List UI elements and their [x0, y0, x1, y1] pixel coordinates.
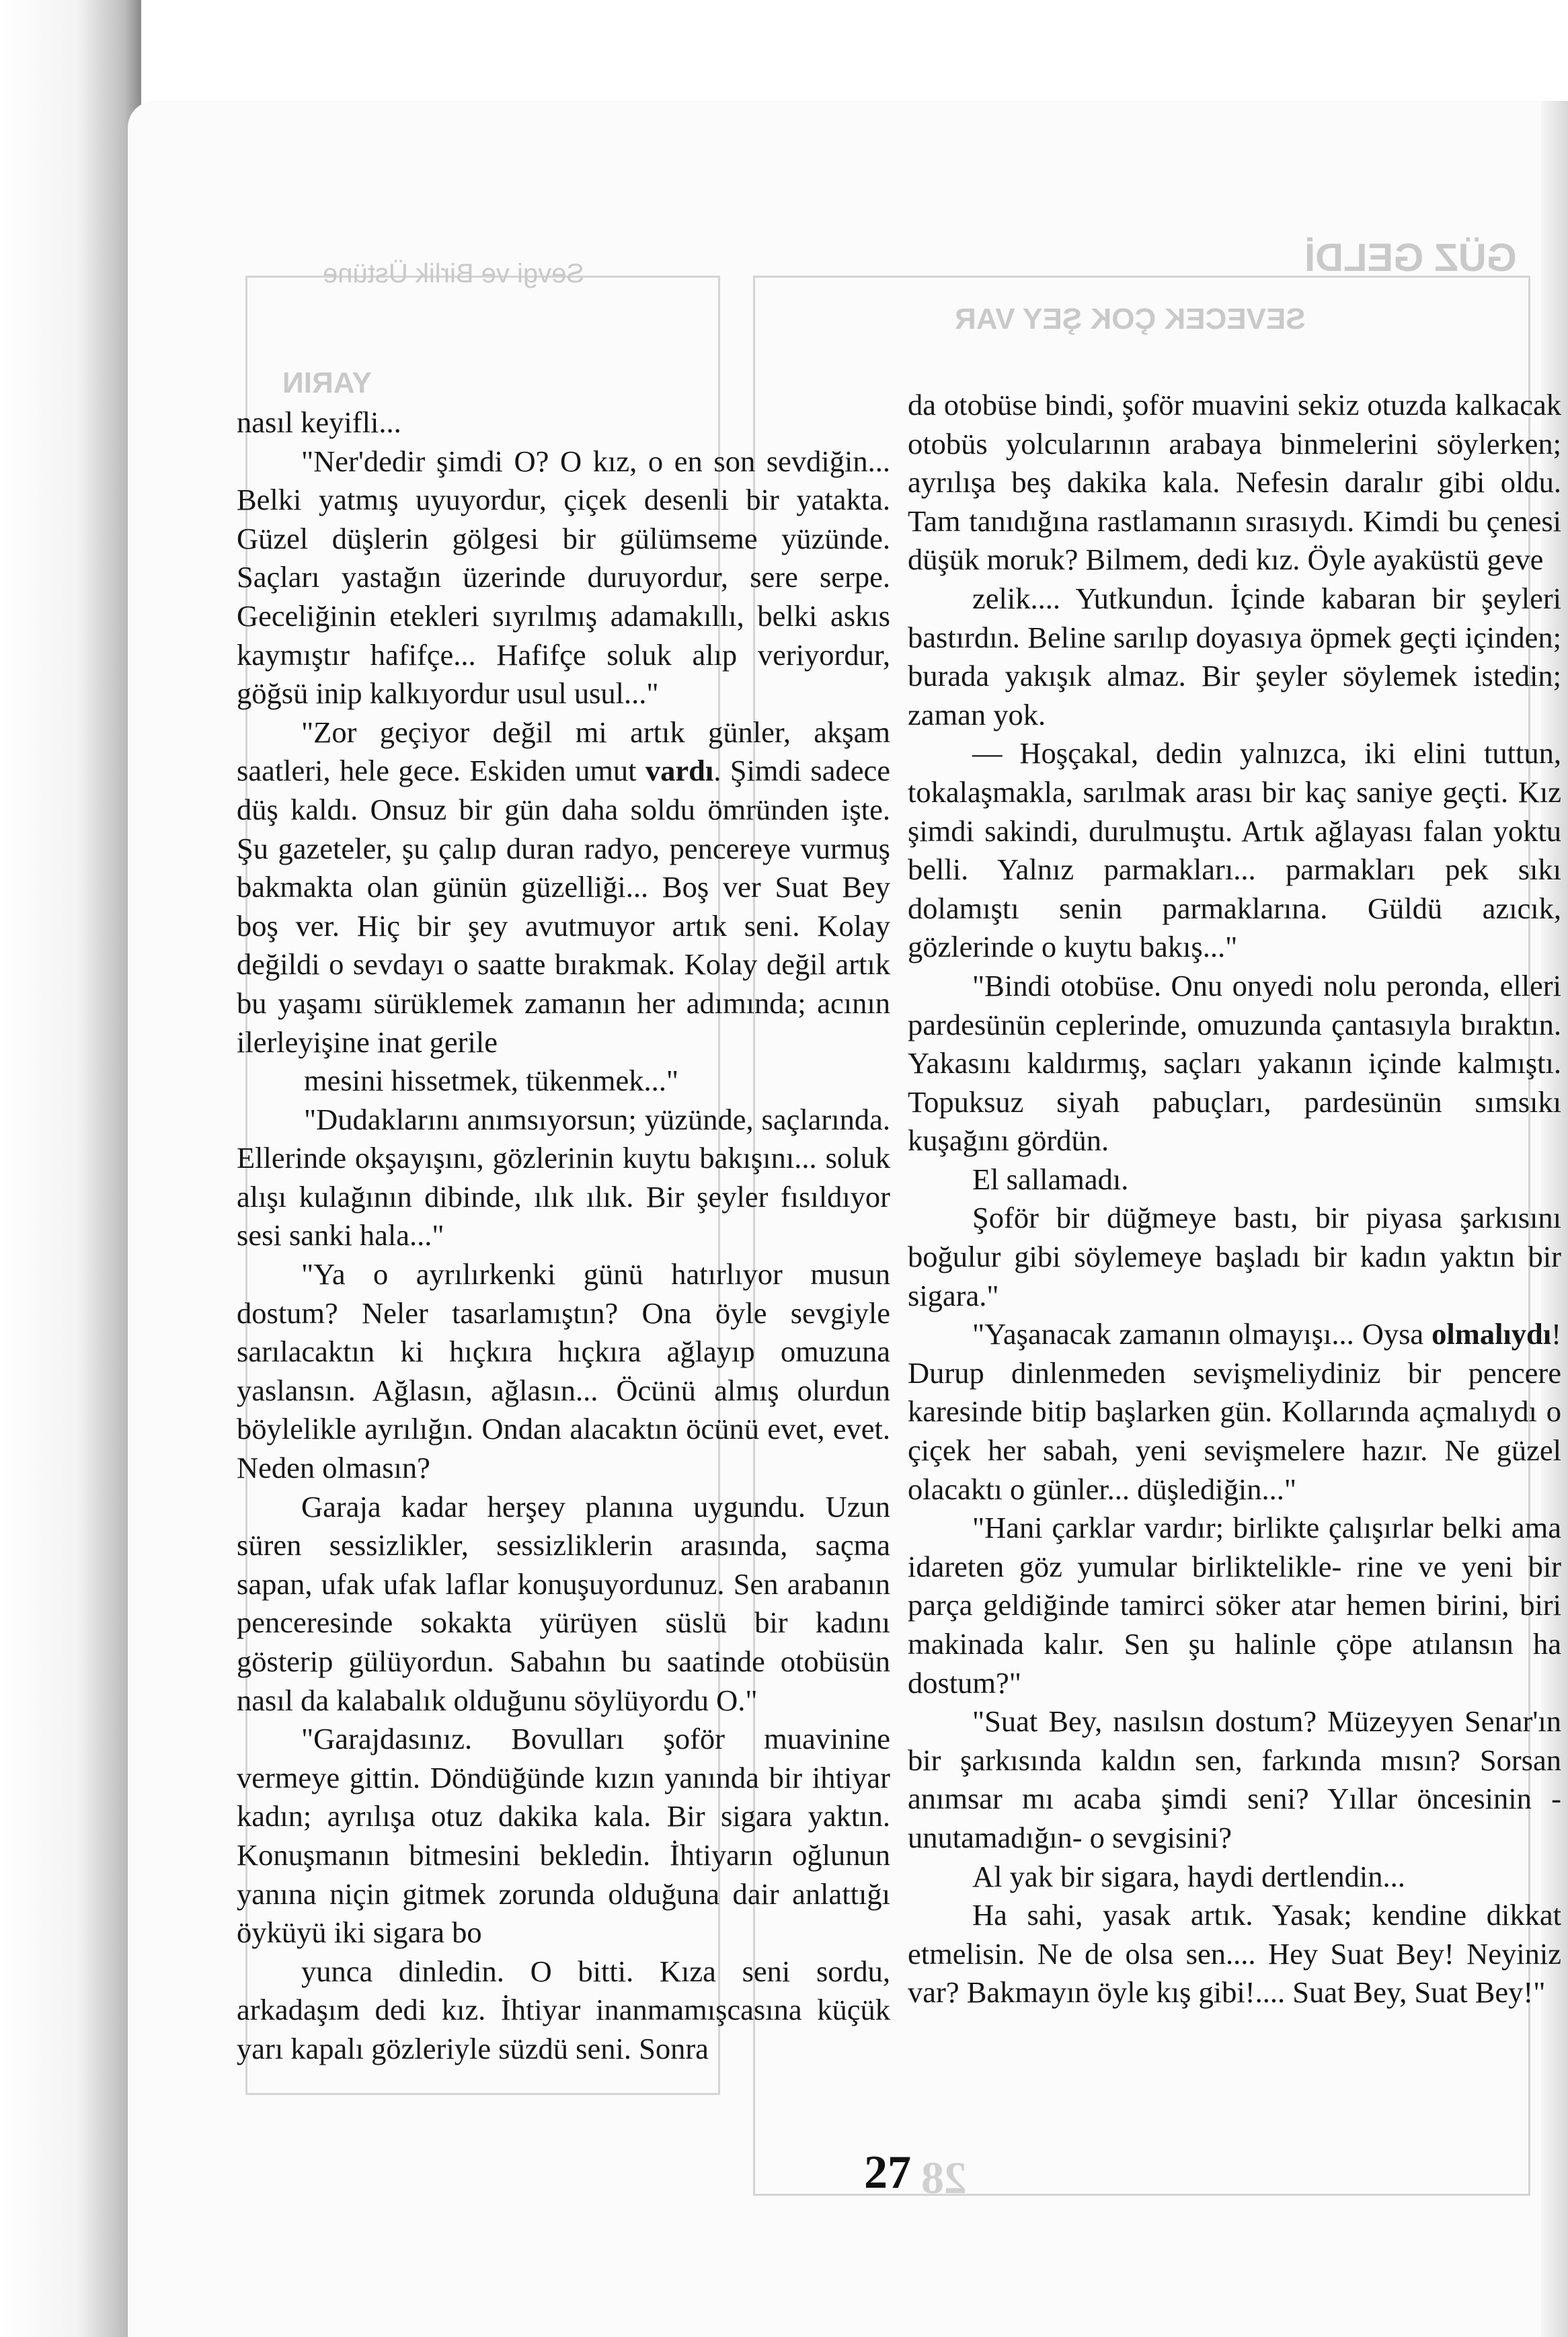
paragraph: Al yak bir sigara, haydi dertlendin...	[972, 1859, 1405, 1893]
paragraph	[237, 713, 890, 1062]
paragraph: yunca dinledin. O bitti. Kıza seni sordu, arkadaşım dedi kız. İhtiyar inanmamışcasına küçük yarı kapalı gözleriyle süzdü seni. Sonra	[237, 1954, 890, 2065]
scan-background-top	[0, 0, 1568, 108]
paragraph-text: "Yaşanacak zamanın olmayışı... Oysa	[972, 1317, 1432, 1351]
show-through-side-heading: YARIN	[282, 366, 372, 399]
show-through-heading-right: GÜZ GELDİ	[1304, 236, 1517, 280]
paragraph: "Bindi otobüse. Onu onyedi nolu peronda, elleri pardesünün ceplerinde, omuzunda çantasıyla bıraktın. Yakasını kaldırmış, saçları yakanın içinde kalmıştı. Topuksuz siyah pabuçları, pardesünün sımsıkı kuşağını gördün.	[908, 968, 1561, 1158]
paragraph: Garaja kadar herşey planına uygundu. Uzun süren sessizlikler, sessizliklerin arasında, saçma sapan, ufak ufak laflar konuşuyordunuz. Sen arabanın penceresinde sokakta yürüyen süslü bir kadını gösterip gülüyordun. Sabahın bu saatinde otobüsün nasıl da kalabalık olduğunu söylüyordu O."	[237, 1489, 890, 1717]
paragraph: mesini hissetmek, tükenmek..."	[304, 1064, 679, 1098]
paragraph: "Ya o ayrılırkenki günü hatırlıyor musun dostum? Neler tasarlamıştın? Ona öyle sevgiyle sarılacaktın ki hıçkıra hıçkıra ağlayıp omuzuna yaslansın. Ağlasın, ağlasın... Öcünü almış olurdun böylelikle ayrılığın. Ondan alacaktın öcünü evet, evet. Neden olmasın?	[237, 1257, 890, 1485]
paragraph: "Hani çarklar vardır; birlikte çalışırlar belki ama idareten göz yumular birliktelikle- rine ve yeni bir parça geldiğinde tamirci söker atar hemen birini, biri makinada kalır. Sen şu halinle çöpe atılansın ha dostum?"	[908, 1511, 1561, 1700]
scan-background-left	[0, 0, 141, 2337]
paragraph	[908, 1315, 1561, 1509]
paragraph: "Garajdasınız. Bovulları şoför muavinine vermeye gittin. Döndüğünde kızın yanında bir ihtiyar kadın; ayrılışa otuz dakika kala. Bir sigara yaktın. Konuşmanın bitmesini bekledin. İhtiyarın oğlunun yanına niçin gitmek zorunda olduğuna dair anlattığı öyküyü iki sigara bo	[237, 1722, 890, 1950]
show-through-page-number: 28	[921, 2152, 967, 2203]
show-through-subheading: SEVECEK ÇOK ŞEY VAR	[955, 303, 1306, 335]
paragraph-text: ! Durup dinlenmeden sevişmeliydiniz bir pencere karesinde bitip başlarken gün. Kollarında açmalıydı o çiçek her sabah, yeni sevişmelere hazır. Ne güzel olacaktı o günler... düşlediğin..."	[908, 1317, 1561, 1506]
paragraph: "Ner'dedir şimdi O? O kız, o en son sevdiğin... Belki yatmış uyuyordur, çiçek desenli bir yatakta. Güzel düşlerin gölgesi bir gülümseme yüzünde. Saçları yastağın üzerinde duruyordur, sere serpe. Geceliğinin etekleri sıyrılmış adamakıllı, belki askıs kaymıştır hafifçe... Hafifçe soluk alıp veriyordur, göğsü inip kalkıyordur usul usul..."	[237, 444, 890, 711]
show-through-heading-left: Sevgi ve Birlik Üstüne	[323, 259, 585, 288]
left-text-column	[237, 403, 890, 2069]
bold-word: vardı	[645, 754, 714, 788]
paragraph-text: . Şimdi sadece düş kaldı. Onsuz bir gün daha soldu ömründen işte. Şu gazeteler, şu çalıp duran radyo, pencereye vurmuş bakmakta olan günün güzelliği... Boş ver Suat Bey boş ver. Hiç bir şey avutmuyor artık seni. Kolay değildi o sevdayı o saatte bırakmak. Kolay değil artık bu yaşamı sürüklemek zamanın her adımında; acının ilerleyişine inat gerile	[237, 754, 890, 1059]
paragraph: "Suat Bey, nasılsın dostum? Müzeyyen Senar'ın bir şarkısında kaldın sen, farkında mısın? Sorsan anımsar mı acaba şimdi seni? Yıllar öncesinin - unutamadığın- o sevgisini?	[908, 1704, 1561, 1854]
paragraph: El sallamadı.	[972, 1162, 1129, 1196]
bold-word: olmalıydı	[1432, 1317, 1552, 1351]
paragraph: Ha sahi, yasak artık. Yasak; kendine dikkat etmelisin. Ne de olsa sen.... Hey Suat Bey! Neyiniz var? Bakmayın öyle kış gibi!.... Suat Bey, Suat Bey!"	[908, 1898, 1561, 2010]
paragraph: da otobüse bindi, şoför muavini sekiz otuzda kalkacak otobüs yolcularının arabaya binmelerini söylerken; ayrılışa beş dakika kala. Nefesin daralır gibi oldu. Tam tanıdığına rastlamanın sırasıydı. Kimdi bu çenesi düşük moruk? Bilmem, dedi kız. Öyle ayaküstü geve	[908, 388, 1561, 577]
paragraph: — Hoşçakal, dedin yalnızca, iki elini tuttun, tokalaşmakla, sarılmak arası bir kaç saniye geçti. Kız şimdi sakindi, durulmuştu. Artık ağlayası falan yoktu belli. Yalnız parmakları... parmakları pek sıkı dolamıştı senin parmaklarına. Güldü azıcık, gözlerinde o kuytu bakış..."	[908, 736, 1561, 964]
paragraph: zelik.... Yutkundun. İçinde kabaran bir şeyleri bastırdın. Beline sarılıp doyasıya öpmek geçti içinden; burada yakışık almaz. Bir şeyler söylemek istedin; zaman yok.	[908, 581, 1561, 731]
paragraph-text: "Zor geçiyor değil mi artık günler, akşam saatleri, hele gece. Eskiden umut	[237, 715, 890, 788]
paragraph: nasıl keyifli...	[237, 405, 401, 439]
page-number: 27	[864, 2147, 911, 2199]
paragraph: "Dudaklarını anımsıyorsun; yüzünde, saçlarında. Ellerinde okşayışını, gözlerinin kuytu bakışını... soluk alışı kulağının dibinde, ılık ılık. Bir şeyler fısıldıyor sesi sanki hala..."	[237, 1102, 890, 1253]
paragraph: Şoför bir düğmeye bastı, bir piyasa şarkısını boğulur gibi söylemeye başladı bir kadın yaktın bir sigara."	[908, 1201, 1561, 1312]
right-text-column	[908, 386, 1561, 2012]
